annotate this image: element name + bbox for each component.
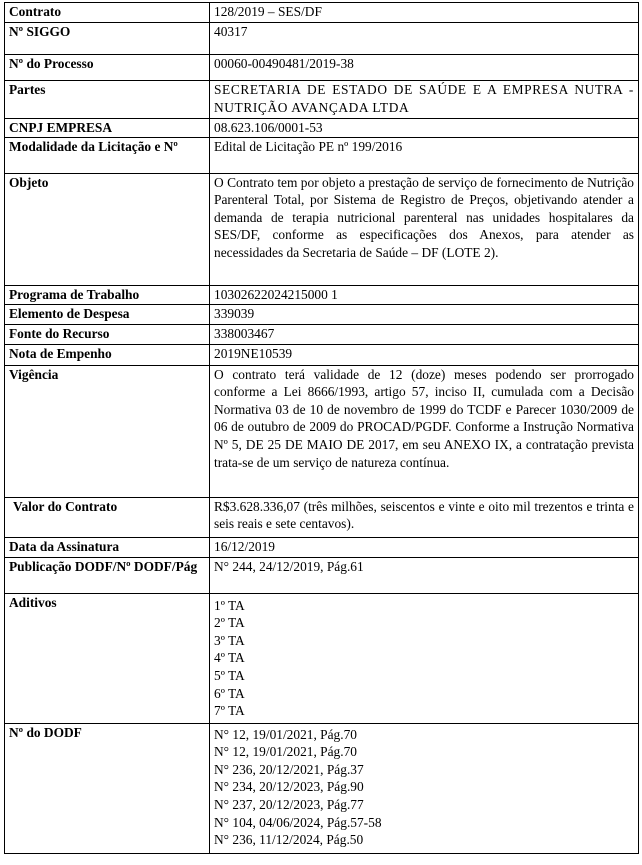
value-programa: 10302622024215000 1 [210, 285, 639, 304]
row-objeto [5, 173, 639, 285]
label-programa: Programa de Trabalho [5, 285, 210, 304]
row-cnpj [5, 119, 639, 138]
label-aditivos: Aditivos [5, 593, 210, 723]
row-siggo [5, 23, 639, 55]
row-assinatura [5, 537, 639, 557]
value-dodf-list [210, 723, 639, 853]
dodf-item: N° 12, 19/01/2021, Pág.70 [214, 726, 357, 742]
row-partes [5, 81, 639, 119]
value-vigencia: O contrato terá validade de 12 (doze) meses podendo ser prorrogado conforme a Lei 8666/1993, artigo 57, inciso II, cumulada com a Decisão Normativa 03 de 10 de novembro de 1999 do TCDF e Parecer 1030/2009 de 06 de outubro de 2009 do PROCAD/PGDF. Conforme a Instrução Normativa Nº 5, DE 25 DE MAIO DE 2017, em seu ANEXO IX, a contratação prevista trata-se de um serviço de natureza contínua. [210, 365, 639, 497]
aditivo-item: 7º TA [214, 703, 245, 719]
label-contrato: Contrato [5, 3, 210, 23]
row-contrato [5, 3, 639, 23]
value-cnpj: 08.623.106/0001-53 [210, 119, 639, 138]
label-publicacao: Publicação DODF/Nº DODF/Pág [5, 557, 210, 593]
label-partes: Partes [5, 81, 210, 119]
row-dodf [5, 723, 639, 853]
dodf-item: N° 237, 20/12/2023, Pág.77 [214, 796, 364, 812]
value-contrato: 128/2019 – SES/DF [210, 3, 639, 23]
dodf-item: N° 12, 19/01/2021, Pág.70 [214, 744, 357, 760]
row-fonte [5, 324, 639, 344]
aditivo-item: 6º TA [214, 685, 245, 701]
row-processo [5, 55, 639, 81]
aditivo-item: 2º TA [214, 615, 245, 631]
row-vigencia [5, 365, 639, 497]
value-valor: R$3.628.336,07 (três milhões, seiscentos e vinte e oito mil trezentos e trinta e seis reais e sete centavos). [210, 497, 639, 537]
label-fonte: Fonte do Recurso [5, 324, 210, 344]
contract-summary-table [4, 2, 639, 854]
aditivo-item: 5º TA [214, 667, 245, 683]
row-programa [5, 285, 639, 304]
value-modalidade: Edital de Licitação PE nº 199/2016 [210, 137, 639, 173]
row-aditivos [5, 593, 639, 723]
aditivo-item: 1º TA [214, 597, 245, 613]
row-elemento [5, 304, 639, 324]
value-publicacao: N° 244, 24/12/2019, Pág.61 [210, 557, 639, 593]
value-processo: 00060-00490481/2019-38 [210, 55, 639, 81]
dodf-item: N° 104, 04/06/2024, Pág.57-58 [214, 814, 382, 830]
value-partes: SECRETARIA DE ESTADO DE SAÚDE E A EMPRESA NUTRA - NUTRIÇÃO AVANÇADA LTDA [210, 81, 639, 119]
value-objeto: O Contrato tem por objeto a prestação de serviço de fornecimento de Nutrição Parenteral Total, por Sistema de Registro de Preços, objetivando atender a demanda de terapia nutricional parenteral nas unidades hospitalares da SES/DF, conforme as especificações dos Anexos, para atender as necessidades da Secretaria de Saúde – DF (LOTE 2). [210, 173, 639, 285]
dodf-item: N° 236, 20/12/2021, Pág.37 [214, 761, 364, 777]
label-modalidade: Modalidade da Licitação e Nº [5, 137, 210, 173]
dodf-item: N° 236, 11/12/2024, Pág.50 [214, 832, 364, 848]
value-assinatura: 16/12/2019 [210, 537, 639, 557]
row-publicacao [5, 557, 639, 593]
aditivo-item: 3º TA [214, 632, 245, 648]
label-elemento: Elemento de Despesa [5, 304, 210, 324]
label-cnpj: CNPJ EMPRESA [5, 119, 210, 138]
label-dodf: Nº do DODF [5, 723, 210, 853]
label-assinatura: Data da Assinatura [5, 537, 210, 557]
value-elemento: 339039 [210, 304, 639, 324]
row-modalidade [5, 137, 639, 173]
value-siggo: 40317 [210, 23, 639, 55]
value-empenho: 2019NE10539 [210, 344, 639, 365]
row-empenho [5, 344, 639, 365]
dodf-item: N° 234, 20/12/2023, Pág.90 [214, 779, 364, 795]
label-empenho: Nota de Empenho [5, 344, 210, 365]
label-siggo: Nº SIGGO [5, 23, 210, 55]
label-vigencia: Vigência [5, 365, 210, 497]
value-aditivos-list [210, 593, 639, 723]
value-fonte: 338003467 [210, 324, 639, 344]
label-objeto: Objeto [5, 173, 210, 285]
row-valor [5, 497, 639, 537]
label-processo: Nº do Processo [5, 55, 210, 81]
label-valor: Valor do Contrato [5, 497, 210, 537]
aditivo-item: 4º TA [214, 650, 245, 666]
